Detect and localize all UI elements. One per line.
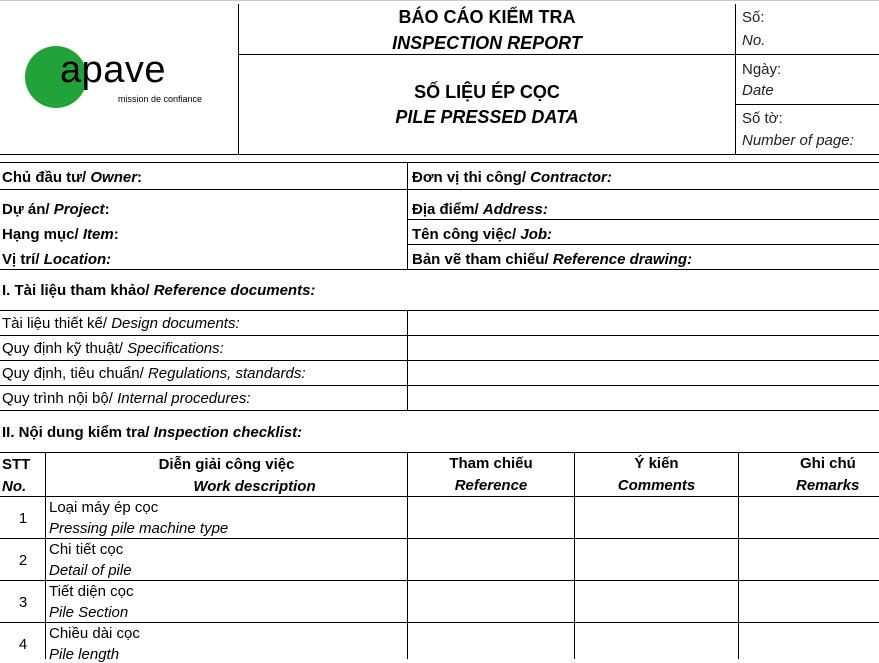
owner-field-label: Chủ đầu tư/ Owner: — [2, 169, 143, 186]
section1-heading: I. Tài liệu tham khảo/ Reference documents: — [2, 282, 316, 299]
header-right-line — [735, 104, 879, 105]
page-count-label-en: Number of page: — [742, 132, 854, 149]
section2-heading: II. Nội dung kiểm tra/ Inspection checklist: — [2, 424, 303, 441]
info-line-4 — [408, 244, 879, 245]
report-number-label-en: No. — [742, 32, 766, 49]
info-divider — [407, 162, 408, 270]
page-count-label-vi: Số tờ: — [742, 110, 783, 127]
report-number-label-vi: Số: — [742, 9, 765, 26]
header-mid-line — [238, 54, 879, 55]
logo-tagline: mission de confiance — [118, 94, 203, 104]
row-number: 1 — [18, 510, 28, 527]
row-number: 2 — [18, 552, 28, 569]
report-subtitle-vi: SỐ LIỆU ÉP CỌC — [414, 82, 560, 102]
row-desc-en: Pressing pile machine type — [49, 520, 229, 537]
address-field-label: Địa điểm/ Address: — [412, 201, 548, 218]
info-line-2 — [0, 189, 879, 190]
report-title-en: INSPECTION REPORT — [392, 33, 582, 53]
row-number: 4 — [18, 636, 28, 653]
report-subtitle-en: PILE PRESSED DATA — [395, 107, 579, 127]
checklist-row-line — [0, 580, 879, 581]
col-header-comm-en: Comments — [617, 477, 696, 494]
col-header-ref-vi: Tham chiếu — [449, 455, 533, 472]
date-label-vi: Ngày: — [742, 61, 782, 78]
apave-logo — [24, 44, 224, 114]
sec1-divider — [407, 310, 408, 411]
logo-wordmark: apave — [60, 49, 167, 91]
item-field-label: Hạng mục/ Item: — [2, 226, 119, 243]
reference-row: Tài liệu thiết kế/ Design documents: — [2, 315, 240, 332]
row-desc-vi: Loại máy ép cọc — [49, 499, 159, 516]
sheet-top-gridline — [0, 0, 879, 1]
sec1-line-3 — [0, 385, 879, 386]
drawing-field-label: Bản vẽ tham chiếu/ Reference drawing: — [412, 251, 693, 268]
row-number: 3 — [18, 594, 28, 611]
row-desc-en: Detail of pile — [49, 562, 132, 579]
sec1-line-0 — [0, 310, 879, 311]
col-header-desc-en: Work description — [193, 478, 316, 495]
col-header-rem-vi: Ghi chú — [800, 455, 856, 472]
row-desc-vi: Tiết diện cọc — [49, 583, 134, 600]
sec1-line-4 — [0, 410, 879, 411]
checklist-col-line — [738, 452, 739, 659]
col-header-comm-vi: Ý kiến — [634, 455, 679, 472]
project-field-label: Dự án/ Project: — [2, 201, 110, 218]
checklist-top-line — [0, 452, 879, 453]
date-label-en: Date — [742, 82, 774, 99]
reference-row: Quy định kỹ thuật/ Specifications: — [2, 340, 224, 357]
report-title-vi: BÁO CÁO KIỂM TRA — [398, 7, 576, 27]
info-top-line — [0, 162, 879, 163]
col-header-ref-en: Reference — [454, 477, 528, 494]
row-desc-vi: Chiều dài cọc — [49, 625, 140, 642]
col-header-desc-vi: Diễn giải công việc — [158, 456, 295, 473]
reference-row: Quy trình nội bộ/ Internal procedures: — [2, 390, 251, 407]
info-bottom-line — [0, 269, 879, 270]
contractor-field-label: Đơn vị thi công/ Contractor: — [412, 169, 612, 186]
col-header-rem-en: Remarks — [796, 477, 860, 494]
sec1-line-2 — [0, 360, 879, 361]
info-line-3 — [408, 219, 879, 220]
checklist-header-line — [0, 496, 879, 497]
header-divider-right — [735, 4, 736, 154]
location-field-label: Vị trí/ Location: — [2, 251, 112, 268]
reference-row: Quy định, tiêu chuẩn/ Regulations, standards: — [2, 365, 306, 382]
job-field-label: Tên công việc/ Job: — [412, 226, 553, 243]
col-header-stt-vi: STT — [2, 456, 31, 473]
row-desc-vi: Chi tiết cọc — [49, 541, 124, 558]
header-bottom-line — [0, 154, 879, 155]
row-desc-en: Pile Section — [49, 604, 129, 621]
checklist-row-line — [0, 622, 879, 623]
checklist-row-line — [0, 538, 879, 539]
row-desc-en: Pile length — [49, 646, 120, 663]
col-header-stt-en: No. — [2, 478, 27, 495]
sec1-line-1 — [0, 335, 879, 336]
